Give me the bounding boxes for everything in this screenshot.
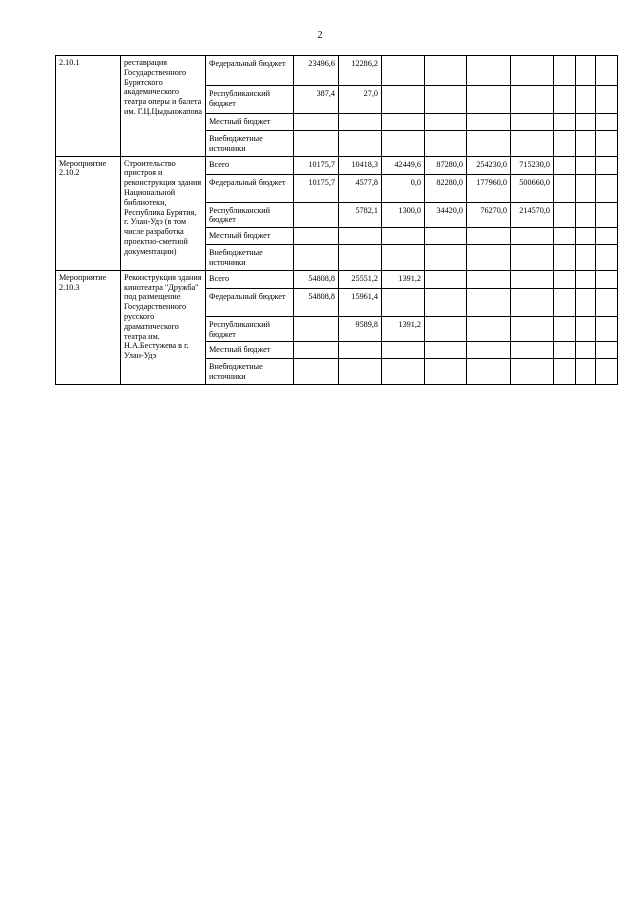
measure-name-cell: Строительство пристроя и реконструкция здания Национальной библиотеки, Республика Бурятия, г. Улан-Удэ (в том числе разработка проектно-сметной документации)	[121, 156, 206, 270]
amount-cell	[339, 245, 382, 271]
amount-cell: 5782,1	[339, 202, 382, 228]
amount-cell: 87280,0	[425, 156, 467, 174]
budget-table	[55, 55, 618, 385]
measure-name-cell: реставрация Государственного Бурятского академического театра оперы и балета им. Г.Ц.Цыдынжапова	[121, 56, 206, 157]
amount-cell	[554, 228, 576, 245]
funding-source-cell: Местный бюджет	[206, 114, 294, 131]
amount-cell	[294, 245, 339, 271]
amount-cell	[382, 245, 425, 271]
amount-cell	[596, 114, 618, 131]
table-row	[56, 270, 618, 288]
amount-cell	[596, 228, 618, 245]
funding-source-cell: Федеральный бюджет	[206, 288, 294, 316]
page-number: 2	[317, 30, 323, 41]
measure-id-cell: 2.10.1	[56, 56, 121, 157]
amount-cell	[596, 245, 618, 271]
amount-cell: 1300,0	[382, 202, 425, 228]
amount-cell	[294, 114, 339, 131]
amount-cell	[339, 342, 382, 359]
amount-cell	[467, 56, 511, 86]
amount-cell	[576, 288, 596, 316]
funding-source-cell: Внебюджетные источники	[206, 245, 294, 271]
amount-cell: 387,4	[294, 86, 339, 114]
amount-cell	[511, 316, 554, 342]
amount-cell	[294, 359, 339, 385]
funding-source-cell: Внебюджетные источники	[206, 131, 294, 157]
amount-cell	[339, 114, 382, 131]
amount-cell	[467, 342, 511, 359]
amount-cell	[467, 270, 511, 288]
amount-cell	[596, 56, 618, 86]
amount-cell	[467, 228, 511, 245]
amount-cell: 42449,6	[382, 156, 425, 174]
amount-cell	[511, 114, 554, 131]
funding-source-cell: Республиканский бюджет	[206, 202, 294, 228]
amount-cell	[576, 174, 596, 202]
amount-cell	[425, 288, 467, 316]
amount-cell	[576, 270, 596, 288]
amount-cell	[294, 342, 339, 359]
amount-cell	[294, 202, 339, 228]
amount-cell	[576, 114, 596, 131]
amount-cell	[425, 131, 467, 157]
amount-cell	[554, 131, 576, 157]
amount-cell	[511, 245, 554, 271]
amount-cell: 54808,8	[294, 270, 339, 288]
amount-cell	[425, 270, 467, 288]
amount-cell	[596, 156, 618, 174]
amount-cell: 715230,0	[511, 156, 554, 174]
amount-cell: 4577,8	[339, 174, 382, 202]
amount-cell	[596, 131, 618, 157]
amount-cell	[554, 245, 576, 271]
amount-cell	[294, 228, 339, 245]
amount-cell	[339, 359, 382, 385]
amount-cell	[596, 359, 618, 385]
table-row	[56, 56, 618, 86]
amount-cell	[511, 131, 554, 157]
amount-cell	[382, 131, 425, 157]
amount-cell	[467, 245, 511, 271]
amount-cell	[576, 316, 596, 342]
amount-cell	[596, 270, 618, 288]
amount-cell	[425, 359, 467, 385]
amount-cell	[554, 114, 576, 131]
amount-cell: 10418,3	[339, 156, 382, 174]
amount-cell	[596, 316, 618, 342]
amount-cell	[576, 245, 596, 271]
amount-cell	[554, 56, 576, 86]
budget-table-body	[56, 56, 618, 385]
amount-cell: 34420,0	[425, 202, 467, 228]
amount-cell	[554, 316, 576, 342]
amount-cell	[554, 174, 576, 202]
amount-cell	[511, 56, 554, 86]
amount-cell	[554, 202, 576, 228]
amount-cell: 12286,2	[339, 56, 382, 86]
amount-cell	[554, 342, 576, 359]
amount-cell: 177960,0	[467, 174, 511, 202]
amount-cell: 10175,7	[294, 174, 339, 202]
amount-cell	[467, 131, 511, 157]
funding-source-cell: Республиканский бюджет	[206, 86, 294, 114]
amount-cell: 9589,8	[339, 316, 382, 342]
amount-cell	[576, 156, 596, 174]
amount-cell	[596, 202, 618, 228]
amount-cell	[382, 56, 425, 86]
amount-cell	[339, 228, 382, 245]
amount-cell	[467, 86, 511, 114]
amount-cell	[576, 202, 596, 228]
amount-cell	[554, 288, 576, 316]
amount-cell	[576, 359, 596, 385]
amount-cell	[467, 316, 511, 342]
table-row	[56, 156, 618, 174]
funding-source-cell: Всего	[206, 270, 294, 288]
amount-cell: 500660,0	[511, 174, 554, 202]
amount-cell: 15961,4	[339, 288, 382, 316]
funding-source-cell: Республиканский бюджет	[206, 316, 294, 342]
amount-cell	[294, 316, 339, 342]
amount-cell	[382, 342, 425, 359]
amount-cell	[511, 270, 554, 288]
amount-cell	[596, 174, 618, 202]
amount-cell	[576, 228, 596, 245]
amount-cell	[576, 86, 596, 114]
amount-cell	[382, 288, 425, 316]
amount-cell: 54808,8	[294, 288, 339, 316]
amount-cell	[596, 342, 618, 359]
funding-source-cell: Внебюджетные источники	[206, 359, 294, 385]
amount-cell: 76270,0	[467, 202, 511, 228]
amount-cell: 82280,0	[425, 174, 467, 202]
amount-cell: 25551,2	[339, 270, 382, 288]
amount-cell	[425, 245, 467, 271]
measure-id-cell: Мероприятие 2.10.3	[56, 270, 121, 384]
amount-cell	[576, 56, 596, 86]
amount-cell	[425, 86, 467, 114]
amount-cell	[425, 342, 467, 359]
amount-cell: 23496,6	[294, 56, 339, 86]
amount-cell	[596, 288, 618, 316]
amount-cell	[511, 342, 554, 359]
amount-cell: 10175,7	[294, 156, 339, 174]
amount-cell	[554, 359, 576, 385]
amount-cell	[511, 359, 554, 385]
amount-cell	[554, 270, 576, 288]
funding-source-cell: Федеральный бюджет	[206, 56, 294, 86]
amount-cell	[554, 156, 576, 174]
funding-source-cell: Местный бюджет	[206, 228, 294, 245]
amount-cell: 214570,0	[511, 202, 554, 228]
amount-cell: 1391,2	[382, 316, 425, 342]
amount-cell	[554, 86, 576, 114]
funding-source-cell: Местный бюджет	[206, 342, 294, 359]
measure-name-cell: Реконструкция здания кинотеатра "Дружба" под размещение Государственного русского драматического театра им. Н.А.Бестужева в г. Улан-Удэ	[121, 270, 206, 384]
amount-cell	[425, 228, 467, 245]
measure-id-cell: Мероприятие 2.10.2	[56, 156, 121, 270]
amount-cell	[294, 131, 339, 157]
amount-cell: 0,0	[382, 174, 425, 202]
amount-cell	[576, 342, 596, 359]
amount-cell: 27,0	[339, 86, 382, 114]
amount-cell	[382, 114, 425, 131]
amount-cell	[339, 131, 382, 157]
amount-cell	[511, 86, 554, 114]
amount-cell: 254230,0	[467, 156, 511, 174]
amount-cell	[425, 56, 467, 86]
amount-cell	[425, 114, 467, 131]
amount-cell	[467, 288, 511, 316]
funding-source-cell: Всего	[206, 156, 294, 174]
amount-cell	[467, 114, 511, 131]
amount-cell	[425, 316, 467, 342]
amount-cell	[467, 359, 511, 385]
amount-cell	[511, 288, 554, 316]
amount-cell	[576, 131, 596, 157]
amount-cell	[596, 86, 618, 114]
amount-cell	[511, 228, 554, 245]
amount-cell	[382, 359, 425, 385]
amount-cell	[382, 228, 425, 245]
amount-cell	[382, 86, 425, 114]
amount-cell: 1391,2	[382, 270, 425, 288]
funding-source-cell: Федеральный бюджет	[206, 174, 294, 202]
